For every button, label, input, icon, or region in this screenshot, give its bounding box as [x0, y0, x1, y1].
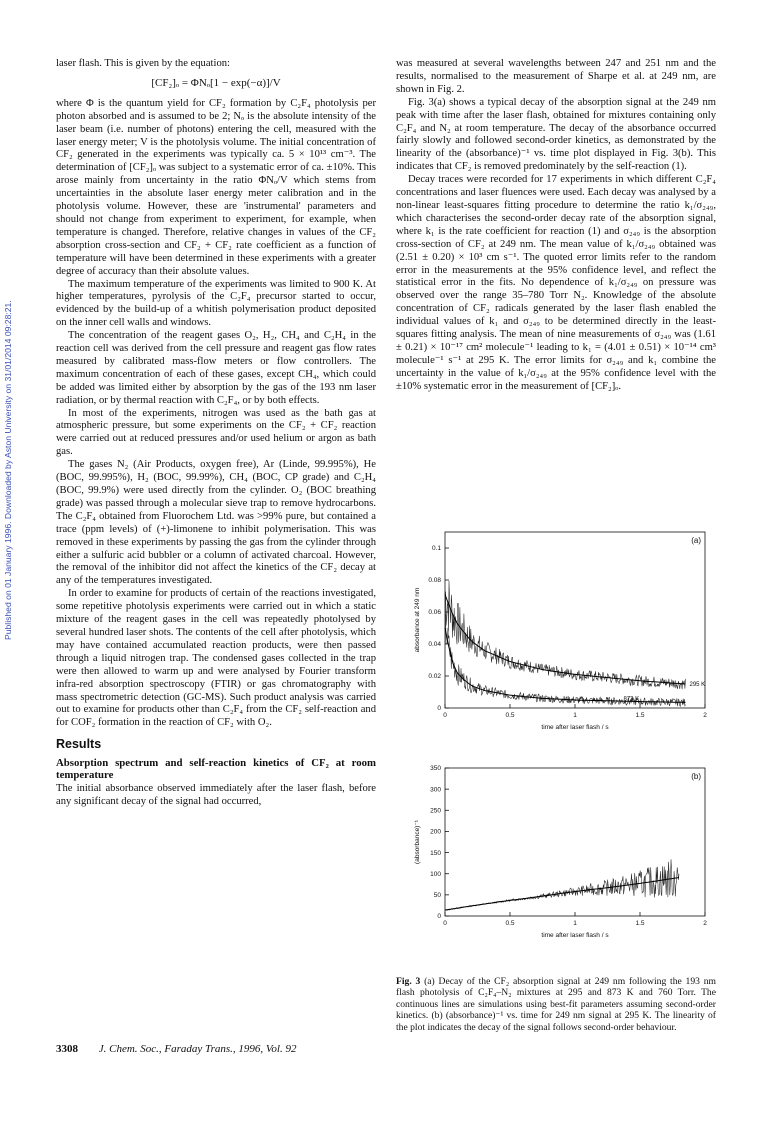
series-label: 295 K: [689, 682, 706, 688]
page-number: 3308: [56, 1043, 78, 1055]
x-tick-label: 0: [443, 920, 447, 927]
y-tick-label: 50: [433, 892, 441, 900]
download-notice: Published on 01 January 1996. Downloaded by Aston University on 31/01/2014 09:28:21.: [3, 300, 13, 640]
data-trace: [445, 614, 686, 706]
left-column: [56, 58, 376, 809]
x-tick-label: 2: [703, 920, 707, 927]
paragraph: was measured at several wavelengths between 247 and 251 nm and the results, normalised to the measurement of Sharpe et al. at 249 nm, are shown in Fig. 2.: [396, 58, 716, 95]
x-tick-label: 2: [703, 712, 707, 719]
paragraph: In most of the experiments, nitrogen was used as the bath gas at atmospheric pressure, but some experiments on the CF₂ + CF₂ reaction were carried out at reduced pressures and/or used helium or argon as bath gas.: [56, 407, 376, 458]
y-axis-label: absorbance at 249 nm: [414, 587, 421, 653]
paragraph: laser flash. This is given by the equation:: [56, 58, 230, 69]
y-tick-label: 0: [437, 705, 441, 713]
x-tick-label: 1: [573, 712, 577, 719]
series-label: 873 K: [623, 696, 640, 703]
y-tick-label: 0.02: [428, 673, 441, 681]
x-tick-label: 0.5: [505, 920, 515, 927]
y-axis-label: (absorbance)⁻¹: [414, 820, 421, 864]
x-tick-label: 0.5: [505, 712, 515, 719]
y-tick-label: 300: [430, 786, 441, 794]
paragraph: In order to examine for products of certain of the reactions investigated, some repetitive photolysis experiments were carried out in which a static mixture of the reagent gases in the cell was repeatedly photolysed by several hundred laser shots. The contents of the cell after photolysis, which may have contained accumulated reaction products, were then passed through a liquid nitrogen trap. The condensed gases collected in the trap were then allowed to warm up and were analysed by Fourier transform infra-red absorption spectroscopy (FTIR) or gas chromatography with mass spectrometric detection (GC-MS). Such product analysis was carried out to examine for products other than C₂F₄ from the CF₂ self-reaction and for COF₂ formation in the reaction of CF₂ with O₂.: [56, 588, 376, 729]
x-axis-label: time after laser flash / s: [541, 724, 609, 731]
fit-line: [445, 594, 686, 684]
y-tick-label: 200: [430, 828, 441, 836]
y-tick-label: 0.08: [428, 577, 441, 585]
x-tick-label: 1: [573, 920, 577, 927]
subsection-heading: Absorption spectrum and self-reaction kinetics of CF₂ at room temperature: [56, 757, 376, 782]
y-tick-label: 0.04: [428, 641, 441, 649]
paragraph: Decay traces were recorded for 17 experiments in which different C₂F₄ concentrations and laser fluences were used. Each decay was analysed by a non-linear least-squares fitting procedure to determine the ratio k₁/σ₂₄₉, which characterises the second-order decay rate of the absorption signal, where k₁ is the rate coefficient for reaction (1) and σ₂₄₉ is the absorption cross-section of CF₂ at 249 nm. The mean value of k₁/σ₂₄₉ obtained was (2.51 ± 0.20) × 10³ cm s⁻¹. The quoted error limits refer to the random error in the measurements at the 95% confidence level, and reflect the statistical error in the fits. No dependence of k₁/σ₂₄₉ on pressure was observed over the range 35–780 Torr N₂. Knowledge of the absolute concentration of CF₂ radicals generated by the laser flash enabled the individual values of k₁ and σ₂₄₉ to be determined directly in the least-squares fitting analysis. The mean of nine measurements of σ₂₄₉ was (1.61 ± 0.21) × 10⁻¹⁷ cm² molecule⁻¹ leading to k₁ = (4.01 ± 0.51) × 10⁻¹⁴ cm³ molecule⁻¹ s⁻¹ at 295 K. The error limits for σ₂₄₉ and k₁ combine the uncertainty in the value of k₁/σ₂₄₉ at the 95% confidence level with the ±10% systematic error in the measurement of [CF₂]ₒ.: [396, 174, 716, 392]
x-tick-label: 1.5: [635, 712, 645, 719]
caption-label: Fig. 3: [396, 976, 421, 987]
equation: [CF₂]ₒ = ΦNₒ[1 − exp(−α)]/V: [151, 76, 281, 89]
paragraph: Fig. 3(a) shows a typical decay of the absorption signal at the 249 nm peak with time after the laser flash, obtained for mixtures containing only C₂F₄ and N₂ at room temperature. The decay of the absorbance occurred fairly slowly and followed second-order kinetics, as demonstrated by the linearity of the (absorbance)⁻¹ vs. time plot displayed in Fig. 3(b). This indicates that CF₂ is removed predominately by the self-reaction (1).: [396, 96, 716, 173]
panel-label: (b): [691, 772, 701, 781]
paragraph: The maximum temperature of the experiments was limited to 900 K. At higher temperatures, pyrolysis of the C₂F₄ precursor started to occur, evidenced by the build-up of a whitish polymerisation product deposited on the inner cell walls and windows.: [56, 278, 376, 329]
figure-3b-chart: [410, 758, 720, 952]
y-tick-label: 100: [430, 870, 441, 878]
figure-caption: [396, 976, 716, 1033]
paragraph: where Φ is the quantum yield for CF₂ formation by C₂F₄ photolysis per photon absorbed and is assumed to be 2; Nₒ is the absolute intensity of the laser beam (i.e. number of photons) entering the cell, measured with the laser energy meter; V is the photolysis volume. The initial concentration of CF₂ generated in the experiments was typically ca. 5 × 10¹³ cm⁻³. The determination of [CF₂]ₒ was subject to a systematic error of ca. ±10%. This arose mainly from uncertainty in the ratio ΦNₒ/V which stems from uncertainties in the absolute laser energy meter calibration and in the photolysis volume. However, these are 'instrumental' parameters and should not change from experiment to experiment, for example, when temperature is changed. Therefore, relative changes in values of the CF₂ absorption cross-section and CF₂ + CF₂ rate coefficient as a function of temperature will have been determined in these experiments with a greater degree of accuracy than their absolute values.: [56, 97, 376, 277]
paragraph: The initial absorbance observed immediately after the laser flash, before any significant decay of the signal had occurred,: [56, 783, 376, 808]
paragraph: The concentration of the reagent gases O₂, H₂, CH₄ and C₂H₄ in the reaction cell was derived from the cell pressure and reagent gas flow rates measured by calibrated mass-flow meters or flow controllers. The maximum concentration of each of these gases, except CH₄, which could be added was limited either by absorption by the gas of the 193 nm laser radiation, or by thermal reaction with C₂F₄, or by both effects.: [56, 330, 376, 406]
x-axis-label: time after laser flash / s: [541, 932, 609, 939]
right-column: [396, 58, 716, 394]
y-tick-label: 0.1: [431, 545, 441, 553]
panel-label: (a): [691, 536, 701, 545]
y-tick-label: 150: [430, 849, 441, 857]
section-heading: Results: [56, 737, 102, 752]
y-tick-label: 0: [437, 913, 441, 921]
fit-line: [445, 628, 686, 702]
y-tick-label: 250: [430, 807, 441, 815]
x-tick-label: 0: [443, 712, 447, 719]
journal-reference: J. Chem. Soc., Faraday Trans., 1996, Vol. 92: [98, 1043, 297, 1055]
caption-text: (a) Decay of the CF₂ absorption signal at 249 nm following the 193 nm flash photolysis of C₂F₄–N₂ mixtures at 295 and 873 K and 760 Torr. The continuous lines are simulations using best-fit parameters assuming second-order kinetics. (b) (absorbance)⁻¹ vs. time for 249 nm signal at 295 K. The linearity of the plot indicates the decay of the signal follows second-order behaviour.: [396, 976, 716, 1033]
x-tick-label: 1.5: [635, 920, 645, 927]
figure-3a-chart: [410, 522, 720, 748]
data-trace: [445, 859, 679, 910]
paragraph: The gases N₂ (Air Products, oxygen free), Ar (Linde, 99.995%), He (BOC, 99.995%), H₂ (BOC, 99.99%), CH₄ (BOC, CP grade) and C₂H₄ (BOC, 99.9%) were used directly from the cylinder. O₂ (BOC breathing grade) was passed through a molecular sieve trap to remove hydrocarbons. The C₂F₄ obtained from Fluorochem Ltd. was >99% pure, but contained a trace (ppm levels) of (+)-limonene to inhibit polymerisation. This was removed in these experiments by passing the gas from the cylinder through either a sulfuric acid bubbler or a column of activated charcoal. However, the removal of the inhibitor did not affect the kinetics of the CF₂ decay at any of the temperatures investigated.: [56, 459, 376, 587]
y-tick-label: 350: [430, 765, 441, 773]
y-tick-label: 0.06: [428, 609, 441, 617]
page-footer: [56, 1043, 296, 1055]
